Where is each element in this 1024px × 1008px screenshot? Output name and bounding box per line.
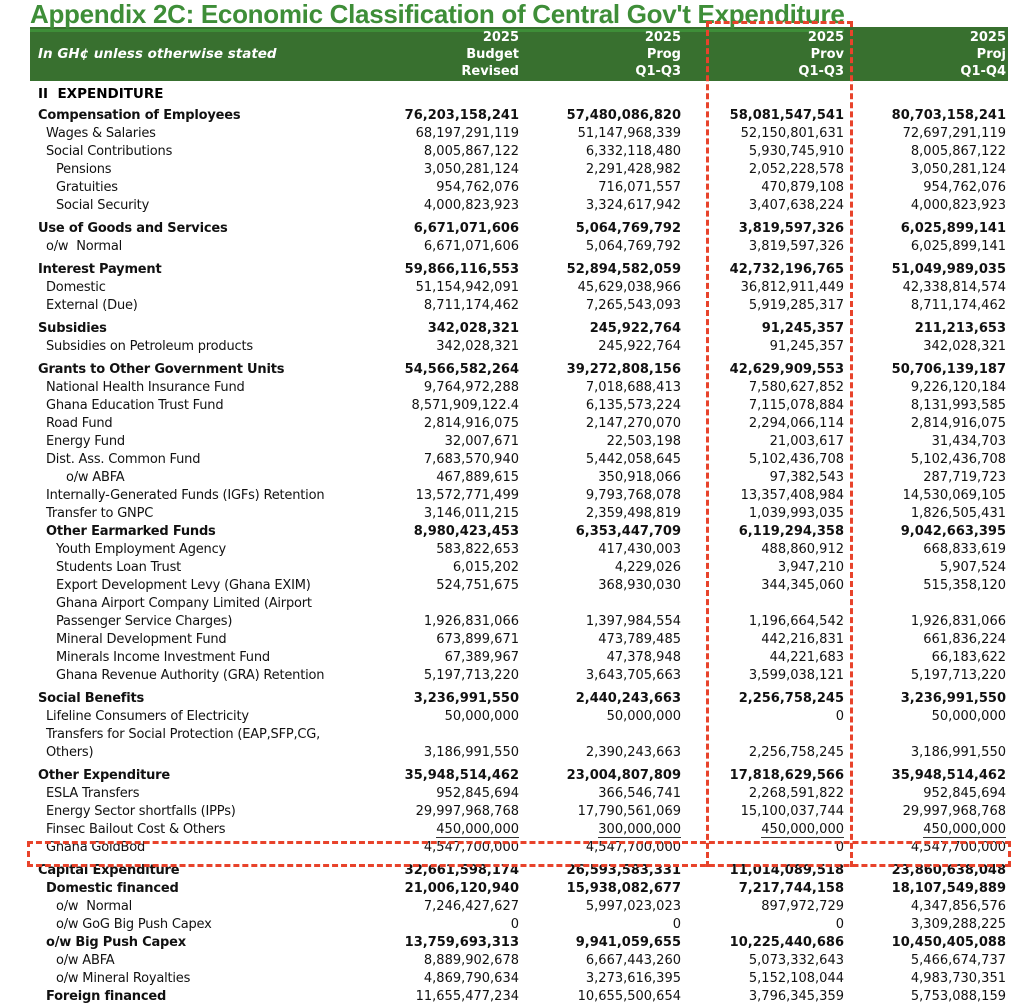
row-label: Social Contributions [46,144,173,159]
cell-value: 9,793,768,078 [585,488,681,503]
column-header-line: Revised [461,63,519,79]
cell-value: 5,102,436,708 [748,452,844,467]
cell-value: 2,147,270,070 [585,416,681,431]
cell-value: 36,812,911,449 [740,280,844,295]
table-row [30,397,1008,415]
column-header-line: Prov [810,46,844,62]
cell-value: 1,926,831,066 [910,614,1006,629]
cell-value: 4,347,856,576 [910,899,1006,914]
cell-value: 7,246,427,627 [423,899,519,914]
row-label: Pensions [56,162,112,177]
table-row [30,803,1008,821]
column-header-line: Q1-Q3 [635,63,681,79]
table-row [30,197,1008,215]
cell-value: 6,119,294,358 [738,524,844,539]
row-label: Ghana GoldBod [46,840,146,855]
row-label: Lifeline Consumers of Electricity [46,709,249,724]
column-header-line: Prog [646,46,681,62]
row-label: Mineral Development Fund [56,632,227,647]
table-row [30,970,1008,988]
cell-value: 2,052,228,578 [748,162,844,177]
row-label: ESLA Transfers [46,786,140,801]
row-label: Export Development Levy (Ghana EXIM) [56,578,311,593]
cell-value: 6,332,118,480 [585,144,681,159]
cell-value: 4,547,700,000 [423,840,519,855]
cell-value: 57,480,086,820 [566,108,681,123]
cell-value: 524,751,675 [436,578,519,593]
cell-value: 42,732,196,765 [729,262,844,277]
cell-value: 13,759,693,313 [404,935,519,950]
cell-value: 42,629,909,553 [729,362,844,377]
cell-value: 29,997,968,768 [415,804,519,819]
cell-value: 72,697,291,119 [902,126,1006,141]
cell-value: 3,407,638,224 [748,198,844,213]
cell-value: 3,796,345,359 [748,989,844,1004]
column-header [521,29,683,80]
cell-value: 952,845,694 [436,786,519,801]
row-label: Foreign financed [46,989,167,1004]
cell-value: 9,226,120,184 [910,380,1006,395]
cell-value: 6,015,202 [452,560,519,575]
cell-value: 31,434,703 [931,434,1006,449]
cell-value: 17,818,629,566 [729,768,844,783]
row-label: Transfers for Social Protection (EAP,SFP,CG, Others) [46,727,321,760]
expenditure-table [30,27,1008,1006]
table-row [30,726,1008,762]
table-row [30,559,1008,577]
cell-value: 0 [672,917,681,932]
cell-value: 467,889,615 [436,470,519,485]
cell-value: 5,466,674,737 [910,953,1006,968]
cell-value: 2,814,916,075 [910,416,1006,431]
column-header [683,29,846,80]
row-label: Interest Payment [38,262,162,277]
table-row [30,125,1008,143]
cell-value: 442,216,831 [761,632,844,647]
cell-value: 8,711,174,462 [910,298,1006,313]
cell-value: 8,005,867,122 [423,144,519,159]
cell-value: 11,014,089,518 [729,863,844,878]
column-header-line: Q1-Q3 [798,63,844,79]
row-label: Other Expenditure [38,768,170,783]
cell-value: 3,273,616,395 [585,971,681,986]
cell-value: 673,899,671 [436,632,519,647]
cell-value: 5,442,058,645 [585,452,681,467]
cell-value: 67,389,967 [444,650,519,665]
cell-value: 47,378,948 [606,650,681,665]
table-row [30,667,1008,685]
cell-value: 5,997,023,023 [585,899,681,914]
column-header-line: 2025 [807,29,844,45]
cell-value: 7,683,570,940 [423,452,519,467]
column-header-line: 2025 [482,29,519,45]
table-row [30,898,1008,916]
cell-value: 18,107,549,889 [891,881,1006,896]
cell-value: 10,225,440,686 [729,935,844,950]
cell-value: 52,894,582,059 [566,262,681,277]
cell-value: 5,919,285,317 [748,298,844,313]
cell-value: 4,869,790,634 [423,971,519,986]
cell-value: 300,000,000 [598,822,681,837]
row-label: National Health Insurance Fund [46,380,245,395]
table-row [30,107,1008,125]
table-row [30,320,1008,338]
cell-value: 3,643,705,663 [585,668,681,683]
cell-value: 51,154,942,091 [415,280,519,295]
row-label: o/w ABFA [66,470,125,485]
column-header [846,29,1008,80]
table-row [30,595,1008,631]
row-label: Youth Employment Agency [56,542,227,557]
cell-value: 488,860,912 [761,542,844,557]
column-header-line: 2025 [644,29,681,45]
cell-value: 3,947,210 [777,560,844,575]
cell-value: 50,000,000 [444,709,519,724]
row-label: Dist. Ass. Common Fund [46,452,201,467]
cell-value: 17,790,561,069 [577,804,681,819]
row-label: Internally-Generated Funds (IGFs) Retention [46,488,325,503]
row-label: Ghana Revenue Authority (GRA) Retention [56,668,325,683]
table-row [30,577,1008,595]
cell-value: 5,197,713,220 [423,668,519,683]
cell-value: 23,860,638,048 [891,863,1006,878]
cell-value: 44,221,683 [769,650,844,665]
table-row [30,161,1008,179]
cell-value: 3,236,991,550 [900,691,1006,706]
table-row [30,143,1008,161]
cell-value: 0 [835,840,844,855]
table-row [30,649,1008,667]
unit-label: In GH¢ unless otherwise stated [38,46,277,62]
cell-value: 3,050,281,124 [910,162,1006,177]
cell-value: 5,907,524 [939,560,1006,575]
cell-value: 583,822,653 [436,542,519,557]
cell-value: 50,000,000 [931,709,1006,724]
cell-value: 2,291,428,982 [585,162,681,177]
cell-value: 661,836,224 [923,632,1006,647]
row-label: Finsec Bailout Cost & Others [46,822,226,837]
cell-value: 954,762,076 [436,180,519,195]
table-row [30,708,1008,726]
cell-value: 417,430,003 [598,542,681,557]
cell-value: 7,580,627,852 [748,380,844,395]
cell-value: 10,655,500,654 [577,989,681,1004]
cell-value: 450,000,000 [761,822,844,837]
table-row [30,541,1008,559]
cell-value: 6,135,573,224 [585,398,681,413]
cell-value: 1,196,664,542 [748,614,844,629]
table-row [30,821,1008,839]
cell-value: 35,948,514,462 [891,768,1006,783]
page-title-text: Appendix 2C: Economic Classification of Central Gov't Expenditure [30,0,844,32]
cell-value: 515,358,120 [923,578,1006,593]
cell-value: 3,236,991,550 [413,691,519,706]
row-label: o/w Normal [46,239,123,254]
cell-value: 2,256,758,245 [748,745,844,760]
table-row [30,880,1008,898]
cell-value: 2,814,916,075 [423,416,519,431]
cell-value: 6,671,071,606 [413,221,519,236]
row-label: Minerals Income Investment Fund [56,650,270,665]
table-header [30,27,1008,81]
cell-value: 3,309,288,225 [910,917,1006,932]
cell-value: 45,629,038,966 [577,280,681,295]
cell-value: 91,245,357 [761,321,844,336]
column-header-line: 2025 [969,29,1006,45]
cell-value: 39,272,808,156 [566,362,681,377]
cell-value: 54,566,582,264 [404,362,519,377]
cell-value: 66,183,622 [931,650,1006,665]
cell-value: 716,071,557 [598,180,681,195]
cell-value: 4,000,823,923 [910,198,1006,213]
cell-value: 13,572,771,499 [415,488,519,503]
cell-value: 97,382,543 [769,470,844,485]
cell-value: 50,706,139,187 [891,362,1006,377]
row-label: Energy Sector shortfalls (IPPs) [46,804,236,819]
cell-value: 51,049,989,035 [891,262,1006,277]
table-row [30,505,1008,523]
cell-value: 3,186,991,550 [423,745,519,760]
cell-value: 21,006,120,940 [404,881,519,896]
cell-value: 2,268,591,822 [748,786,844,801]
row-label: Subsidies on Petroleum products [46,339,253,354]
cell-value: 2,390,243,663 [585,745,681,760]
cell-value: 32,007,671 [444,434,519,449]
cell-value: 1,039,993,035 [748,506,844,521]
cell-value: 13,357,408,984 [740,488,844,503]
column-header [359,29,521,80]
cell-value: 5,753,088,159 [910,989,1006,1004]
cell-value: 287,719,723 [923,470,1006,485]
cell-value: 5,073,332,643 [748,953,844,968]
cell-value: 2,294,066,114 [748,416,844,431]
row-label: Road Fund [46,416,113,431]
table-row [30,379,1008,397]
cell-value: 58,081,547,541 [729,108,844,123]
cell-value: 9,941,059,655 [575,935,681,950]
cell-value: 342,028,321 [427,321,519,336]
cell-value: 1,926,831,066 [423,614,519,629]
cell-value: 5,197,713,220 [910,668,1006,683]
cell-value: 3,186,991,550 [910,745,1006,760]
row-label: Ghana Airport Company Limited (Airport Passenger Service Charges) [56,596,312,629]
cell-value: 5,930,745,910 [748,144,844,159]
cell-value: 5,102,436,708 [910,452,1006,467]
table-row [30,916,1008,934]
cell-value: 2,359,498,819 [585,506,681,521]
cell-value: 6,025,899,141 [910,239,1006,254]
cell-value: 245,922,764 [589,321,681,336]
cell-value: 7,217,744,158 [738,881,844,896]
cell-value: 952,845,694 [923,786,1006,801]
table-row [30,988,1008,1006]
cell-value: 473,789,485 [598,632,681,647]
row-label: Energy Fund [46,434,125,449]
row-label: Gratuities [56,180,118,195]
cell-value: 9,042,663,395 [900,524,1006,539]
cell-value: 35,948,514,462 [404,768,519,783]
table-row [30,690,1008,708]
cell-value: 5,064,769,792 [585,239,681,254]
cell-value: 42,338,814,574 [902,280,1006,295]
cell-value: 342,028,321 [923,339,1006,354]
cell-value: 59,866,116,553 [404,262,519,277]
cell-value: 68,197,291,119 [415,126,519,141]
cell-value: 15,100,037,744 [740,804,844,819]
cell-value: 11,655,477,234 [415,989,519,1004]
cell-value: 52,150,801,631 [740,126,844,141]
cell-value: 23,004,807,809 [566,768,681,783]
cell-value: 4,000,823,923 [423,198,519,213]
cell-value: 350,918,066 [598,470,681,485]
cell-value: 8,980,423,453 [413,524,519,539]
cell-value: 4,983,730,351 [910,971,1006,986]
table-row [30,839,1008,857]
cell-value: 4,229,026 [614,560,681,575]
cell-value: 3,146,011,215 [423,506,519,521]
row-label: o/w Big Push Capex [46,935,186,950]
row-label: Ghana Education Trust Fund [46,398,224,413]
cell-value: 76,203,158,241 [404,108,519,123]
cell-value: 897,972,729 [761,899,844,914]
row-label: Other Earmarked Funds [46,524,216,539]
table-row [30,767,1008,785]
cell-value: 80,703,158,241 [891,108,1006,123]
cell-value: 1,397,984,554 [585,614,681,629]
row-label: o/w Mineral Royalties [56,971,191,986]
column-header-line: Budget [466,46,519,62]
cell-value: 8,571,909,122.4 [411,398,519,413]
cell-value: 21,003,617 [769,434,844,449]
cell-value: 3,050,281,124 [423,162,519,177]
cell-value: 6,671,071,606 [423,239,519,254]
cell-value: 4,547,700,000 [585,840,681,855]
row-label: Subsidies [38,321,107,336]
cell-value: 211,213,653 [914,321,1006,336]
table-row [30,523,1008,541]
cell-value: 342,028,321 [436,339,519,354]
table-row [30,934,1008,952]
cell-value: 8,711,174,462 [423,298,519,313]
cell-value: 6,667,443,260 [585,953,681,968]
cell-value: 2,256,758,245 [738,691,844,706]
page-title [30,1,1024,27]
cell-value: 5,064,769,792 [575,221,681,236]
cell-value: 470,879,108 [761,180,844,195]
cell-value: 4,547,700,000 [910,840,1006,855]
cell-value: 954,762,076 [923,180,1006,195]
cell-value: 1,826,505,431 [910,506,1006,521]
table-row [30,862,1008,880]
cell-value: 22,503,198 [606,434,681,449]
table-row [30,451,1008,469]
cell-value: 245,922,764 [598,339,681,354]
row-label: Grants to Other Government Units [38,362,285,377]
cell-value: 3,819,597,326 [738,221,844,236]
cell-value: 7,265,543,093 [585,298,681,313]
cell-value: 51,147,968,339 [577,126,681,141]
section-heading: II EXPENDITURE [38,86,164,102]
row-label: o/w GoG Big Push Capex [56,917,212,932]
table-row [30,469,1008,487]
cell-value: 29,997,968,768 [902,804,1006,819]
cell-value: 8,131,993,585 [910,398,1006,413]
row-label: Domestic [46,280,106,295]
cell-value: 668,833,619 [923,542,1006,557]
cell-value: 368,930,030 [598,578,681,593]
cell-value: 450,000,000 [436,822,519,837]
cell-value: 344,345,060 [761,578,844,593]
row-label: Compensation of Employees [38,108,241,123]
table-row [30,179,1008,197]
cell-value: 10,450,405,088 [891,935,1006,950]
cell-value: 8,889,902,678 [423,953,519,968]
cell-value: 9,764,972,288 [423,380,519,395]
table-row [30,238,1008,256]
table-row [30,415,1008,433]
row-label: o/w ABFA [56,953,115,968]
row-label: Social Benefits [38,691,145,706]
row-label: Capital Expenditure [38,863,180,878]
cell-value: 32,661,598,174 [404,863,519,878]
cell-value: 0 [835,917,844,932]
table-row [30,279,1008,297]
table-row [30,785,1008,803]
table-row [30,487,1008,505]
cell-value: 91,245,357 [769,339,844,354]
cell-value: 15,938,082,677 [566,881,681,896]
cell-value: 3,599,038,121 [748,668,844,683]
cell-value: 50,000,000 [606,709,681,724]
cell-value: 7,018,688,413 [585,380,681,395]
cell-value: 7,115,078,884 [748,398,844,413]
table-body [30,107,1008,1006]
row-label: External (Due) [46,298,138,313]
cell-value: 3,324,617,942 [585,198,681,213]
cell-value: 8,005,867,122 [910,144,1006,159]
table-row [30,361,1008,379]
row-label: Social Security [56,198,150,213]
table-row [30,338,1008,356]
table-row [30,261,1008,279]
cell-value: 26,593,583,331 [566,863,681,878]
cell-value: 5,152,108,044 [748,971,844,986]
cell-value: 2,440,243,663 [575,691,681,706]
table-row [30,220,1008,238]
table-row [30,297,1008,315]
table-row [30,433,1008,451]
cell-value: 3,819,597,326 [748,239,844,254]
column-header-line: Proj [976,46,1006,62]
cell-value: 6,353,447,709 [575,524,681,539]
row-label: Transfer to GNPC [46,506,154,521]
cell-value: 0 [510,917,519,932]
cell-value: 450,000,000 [923,822,1006,837]
cell-value: 6,025,899,141 [900,221,1006,236]
table-row [30,952,1008,970]
row-label: Use of Goods and Services [38,221,228,236]
table-row [30,631,1008,649]
cell-value: 366,546,741 [598,786,681,801]
column-header-line: Q1-Q4 [960,63,1006,79]
cell-value: 14,530,069,105 [902,488,1006,503]
cell-value: 0 [835,709,844,724]
row-label: Wages & Salaries [46,126,156,141]
row-label: o/w Normal [56,899,133,914]
row-label: Domestic financed [46,881,179,896]
row-label: Students Loan Trust [56,560,182,575]
